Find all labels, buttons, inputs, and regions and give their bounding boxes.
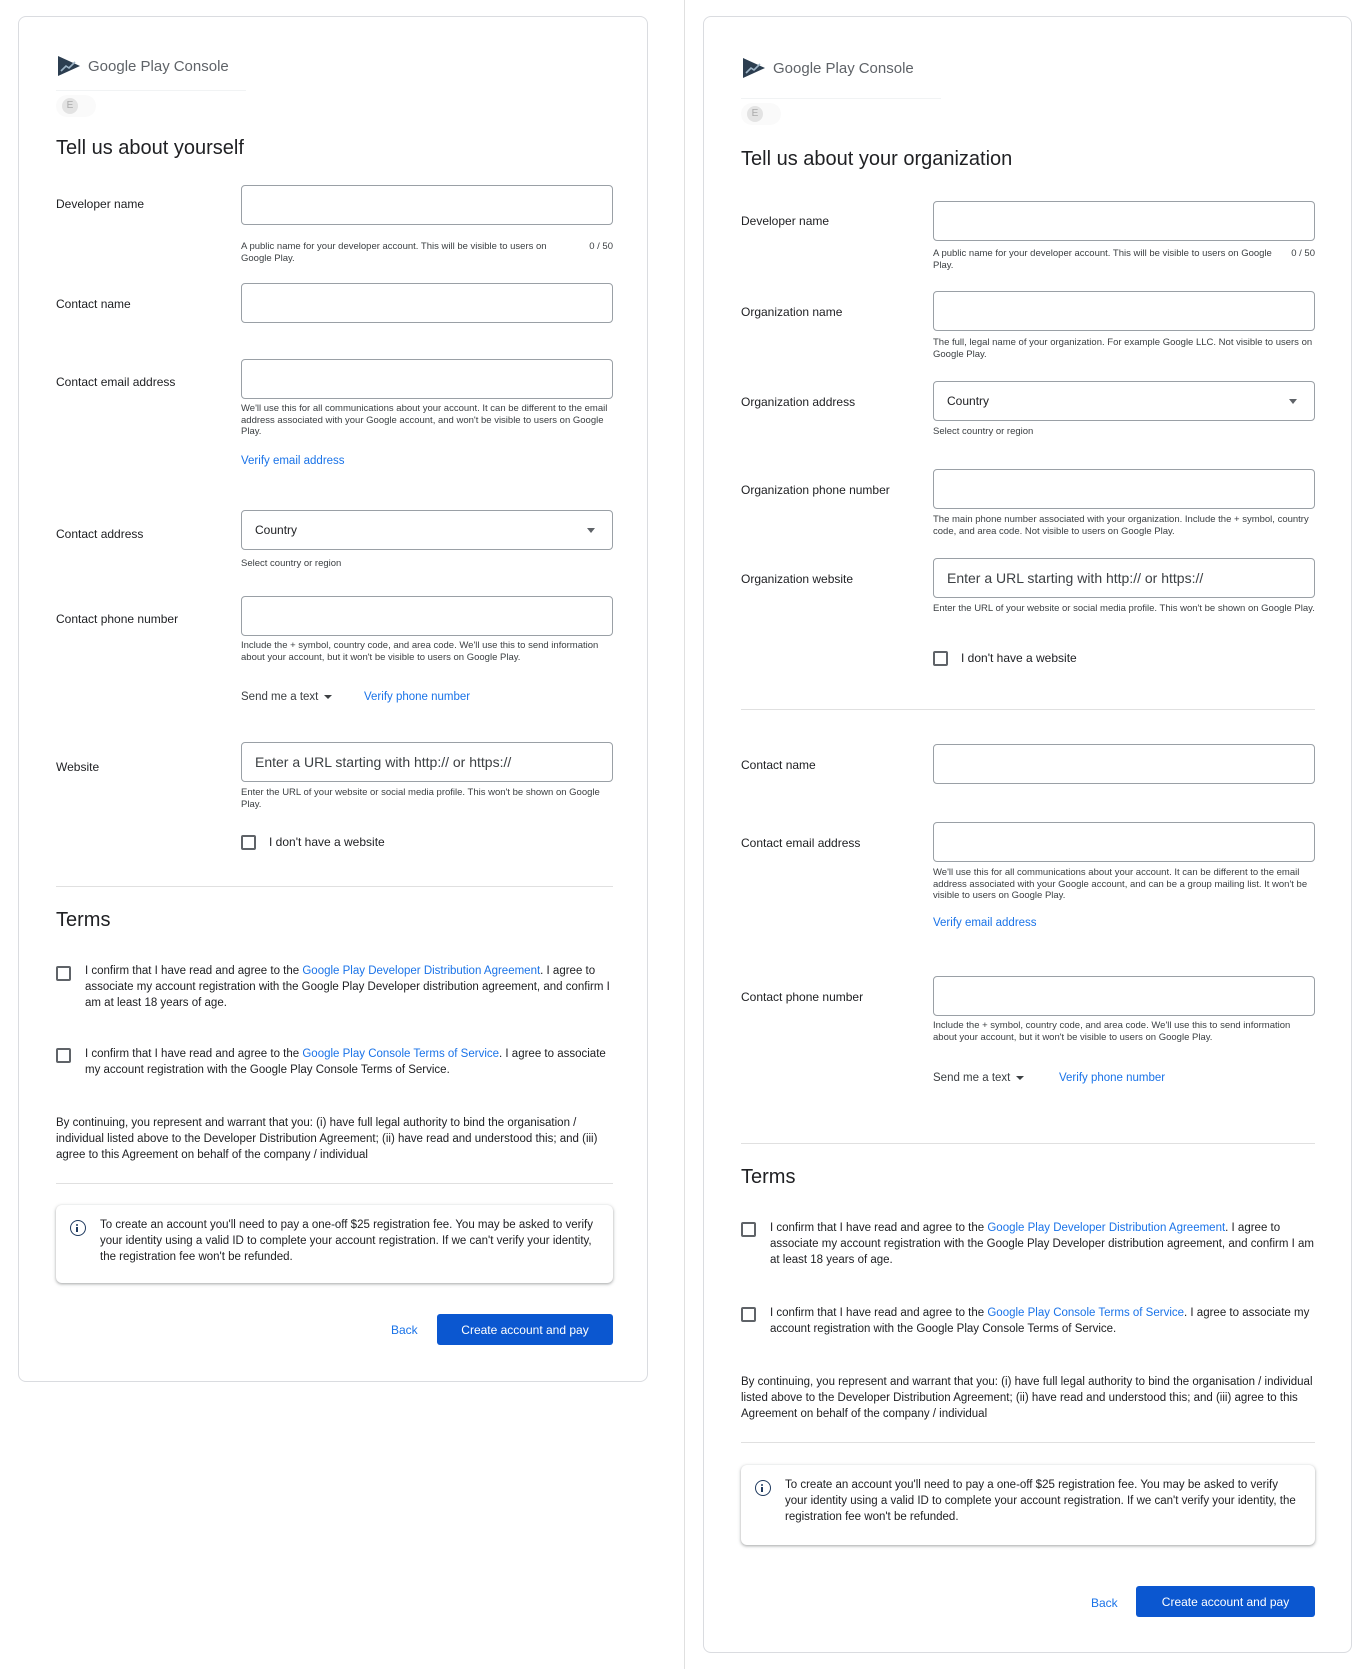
avatar: E: [747, 106, 763, 122]
send-text-dropdown[interactable]: [241, 691, 332, 703]
no-website-checkbox[interactable]: [933, 651, 948, 666]
tos-text: I confirm that I have read and agree to the Google Play Console Terms of Service. I agree to associate my account registration with the Google Play Console Terms of Service.: [770, 1307, 1310, 1335]
create-account-button[interactable]: Create account and pay: [437, 1314, 613, 1345]
verify-phone-link[interactable]: Verify phone number: [364, 691, 471, 703]
country-select-value: Country: [255, 523, 298, 537]
contact-address-help: Select country or region: [241, 558, 342, 569]
contact-phone-input[interactable]: [241, 596, 613, 636]
chevron-down-icon: [587, 528, 595, 533]
org-address-help: Select country or region: [933, 426, 1034, 437]
chevron-down-icon: [1289, 399, 1297, 404]
developer-name-counter: 0 / 50: [589, 241, 613, 252]
section-divider: [741, 1442, 1315, 1443]
contact-name-input[interactable]: [933, 744, 1315, 784]
caret-down-icon: [1016, 1076, 1024, 1080]
website-placeholder: Enter a URL starting with http:// or https://: [255, 754, 512, 770]
contact-email-label: Contact email address: [56, 375, 176, 389]
org-name-input[interactable]: [933, 291, 1315, 331]
registration-fee-text: To create an account you'll need to pay a one-off $25 registration fee. You may be asked to verify your identity using a valid ID to complete your account registration. If we can't verify your identity, the registration fee won't be refunded.: [100, 1219, 593, 1263]
info-icon: [755, 1480, 771, 1496]
org-website-placeholder: Enter a URL starting with http:// or https://: [947, 570, 1204, 586]
org-phone-input[interactable]: [933, 469, 1315, 509]
terms-title: Terms: [741, 1166, 796, 1188]
contact-email-input[interactable]: [241, 359, 613, 399]
back-button[interactable]: Back: [391, 1323, 418, 1337]
send-text-dropdown[interactable]: [933, 1072, 1024, 1084]
google-play-console-logo: [56, 53, 229, 79]
contact-email-input[interactable]: [933, 822, 1315, 862]
website-help: Enter the URL of your website or social media profile. This won't be shown on Google Play.: [241, 787, 600, 810]
developer-name-help: A public name for your developer account. This will be visible to users on Google Play.: [933, 248, 1272, 271]
org-phone-help: The main phone number associated with your organization. Include the + symbol, country code, and area code. Not visible to users on Google Play.: [933, 514, 1309, 537]
dda-checkbox[interactable]: [56, 966, 71, 981]
contact-address-label: Contact address: [56, 527, 144, 541]
tos-link[interactable]: Google Play Console Terms of Service: [987, 1307, 1185, 1319]
account-chip[interactable]: [741, 103, 781, 125]
contact-phone-help: Include the + symbol, country code, and area code. We'll use this to send information about your account, but it won't be visible to users on Google Play.: [241, 640, 599, 663]
warrant-text: By continuing, you represent and warrant that you: (i) have full legal authority to bind the organisation / individual listed above to the Developer Distribution Agreement; (ii) have read and understood this; and (iii) agree to this Agreement on behalf of the company / individual: [741, 1376, 1313, 1420]
country-select[interactable]: [933, 381, 1315, 421]
org-website-help: Enter the URL of your website or social media profile. This won't be shown on Google Play.: [933, 603, 1315, 614]
info-icon: [70, 1220, 86, 1236]
avatar: E: [62, 98, 78, 114]
verify-phone-link[interactable]: Verify phone number: [1059, 1072, 1166, 1084]
contact-phone-label: Contact phone number: [56, 612, 179, 626]
contact-name-label: Contact name: [741, 758, 816, 772]
developer-name-label: Developer name: [56, 197, 145, 211]
org-name-label: Organization name: [741, 305, 843, 319]
contact-email-help: We'll use this for all communications about your account. It can be different to the email address associated with your Google account, and won't be visible to users on Google Play.: [241, 403, 608, 437]
developer-name-help: A public name for your developer account. This will be visible to users on Google Play.: [241, 241, 547, 264]
registration-fee-notice: [56, 1205, 613, 1283]
country-select[interactable]: [241, 510, 613, 550]
no-website-label: I don't have a website: [269, 835, 385, 849]
page-title: Tell us about yourself: [56, 137, 244, 159]
contact-phone-help: Include the + symbol, country code, and area code. We'll use this to send information about your account, but it won't be visible to users on Google Play.: [933, 1020, 1291, 1043]
brand-console: Console: [173, 57, 229, 75]
contact-email-help: We'll use this for all communications about your account. It can be different to the email address associated with your Google account, and can be a group mailing list. It won't be visible to users on Google Play.: [933, 867, 1308, 901]
org-name-help: The full, legal name of your organization. For example Google LLC. Not visible to users on Google Play.: [933, 337, 1313, 360]
developer-name-counter: 0 / 50: [1291, 248, 1315, 259]
tos-text: I confirm that I have read and agree to the Google Play Console Terms of Service. I agree to associate my account registration with the Google Play Console Terms of Service.: [85, 1048, 606, 1076]
dda-link[interactable]: Google Play Developer Distribution Agreement: [987, 1222, 1226, 1234]
header-line: [56, 90, 246, 91]
org-phone-label: Organization phone number: [741, 483, 890, 497]
google-play-console-logo: [741, 55, 914, 81]
play-console-icon: [56, 53, 82, 79]
play-console-icon: [741, 55, 767, 81]
dda-text: I confirm that I have read and agree to the Google Play Developer Distribution Agreement. I agree to associate my account registration with the Google Play Developer distribution agreement, and confirm I am at least 18 years of age.: [770, 1222, 1314, 1266]
warrant-text: By continuing, you represent and warrant that you: (i) have full legal authority to bind the organisation / individual listed above to the Developer Distribution Agreement; (ii) have read and understood this; and (iii) agree to this Agreement on behalf of the company / individual: [56, 1117, 598, 1161]
no-website-checkbox[interactable]: [241, 835, 256, 850]
individual-form-panel: [18, 16, 648, 1382]
header-line: [741, 98, 941, 99]
verify-email-link[interactable]: Verify email address: [933, 917, 1037, 929]
back-button[interactable]: Back: [1091, 1596, 1118, 1610]
section-divider: [56, 1183, 613, 1184]
registration-fee-text: To create an account you'll need to pay a one-off $25 registration fee. You may be asked to verify your identity using a valid ID to complete your account registration. If we can't verify your identity, the registration fee won't be refunded.: [785, 1479, 1296, 1523]
brand-google-play: Google Play: [88, 57, 170, 75]
organization-form-panel: [703, 16, 1352, 1653]
dda-text: I confirm that I have read and agree to the Google Play Developer Distribution Agreement. I agree to associate my account registration with the Google Play Developer distribution agreement, and confirm I am at least 18 years of age.: [85, 965, 610, 1009]
section-divider: [741, 709, 1315, 710]
verify-email-link[interactable]: Verify email address: [241, 455, 345, 467]
tos-checkbox[interactable]: [741, 1307, 756, 1322]
org-address-label: Organization address: [741, 395, 856, 409]
org-website-label: Organization website: [741, 572, 854, 586]
dda-link[interactable]: Google Play Developer Distribution Agreement: [302, 965, 541, 977]
send-text-label: Send me a text: [933, 1072, 1011, 1084]
terms-title: Terms: [56, 909, 111, 931]
contact-phone-input[interactable]: [933, 976, 1315, 1016]
developer-name-input[interactable]: [933, 201, 1315, 241]
brand-google-play: Google Play: [773, 59, 855, 77]
tos-link[interactable]: Google Play Console Terms of Service: [302, 1048, 500, 1060]
account-chip[interactable]: [56, 95, 96, 117]
contact-email-label: Contact email address: [741, 836, 861, 850]
section-divider: [56, 886, 613, 887]
contact-name-input[interactable]: [241, 283, 613, 323]
developer-name-label: Developer name: [741, 214, 830, 228]
developer-name-input[interactable]: [241, 185, 613, 225]
caret-down-icon: [324, 695, 332, 699]
registration-fee-notice: [741, 1465, 1315, 1545]
contact-name-label: Contact name: [56, 297, 131, 311]
center-divider: [684, 0, 685, 1669]
country-select-value: Country: [947, 394, 990, 408]
tos-checkbox[interactable]: [56, 1048, 71, 1063]
contact-phone-label: Contact phone number: [741, 990, 864, 1004]
brand-console: Console: [858, 59, 914, 77]
website-label: Website: [56, 760, 100, 774]
create-account-button[interactable]: Create account and pay: [1136, 1586, 1315, 1617]
dda-checkbox[interactable]: [741, 1222, 756, 1237]
org-website-input[interactable]: [933, 558, 1315, 598]
no-website-label: I don't have a website: [961, 651, 1077, 665]
website-input[interactable]: [241, 742, 613, 782]
page-title: Tell us about your organization: [741, 148, 1013, 170]
send-text-label: Send me a text: [241, 691, 319, 703]
section-divider: [741, 1143, 1315, 1144]
